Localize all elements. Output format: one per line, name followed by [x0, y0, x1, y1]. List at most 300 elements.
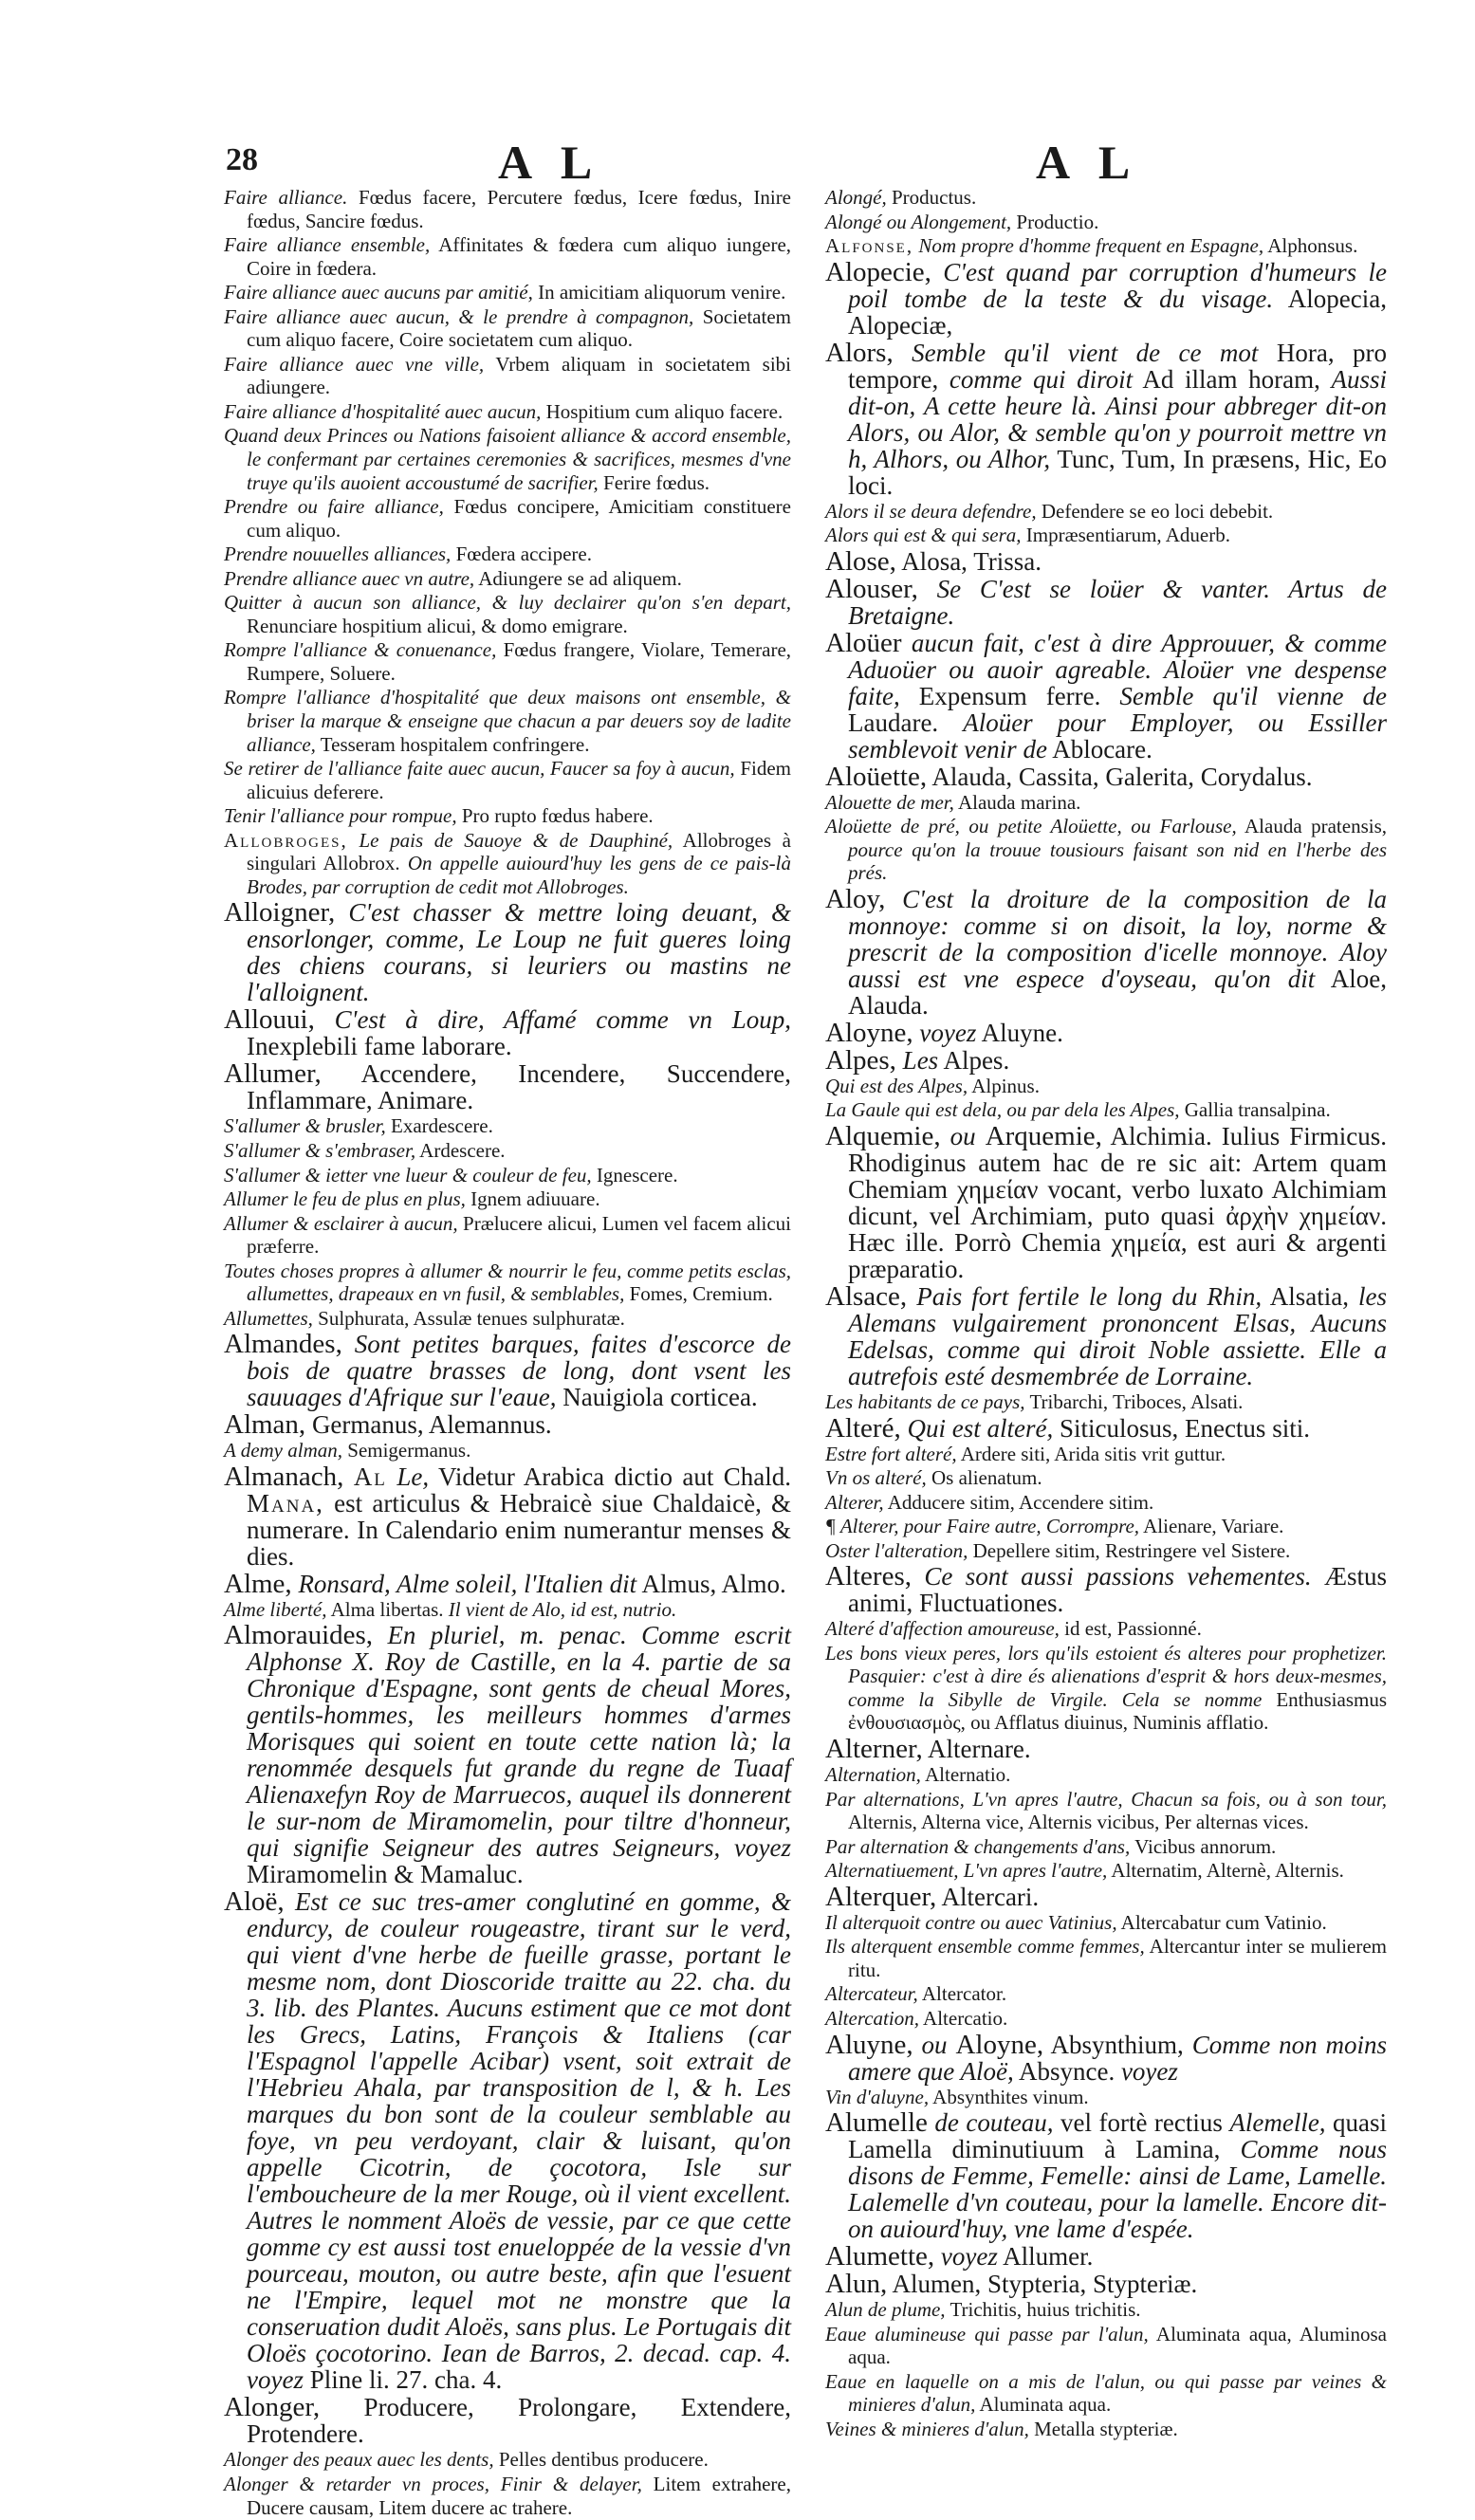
entry-latin-text: Alosa, Trissa. — [901, 546, 1042, 576]
dictionary-entry — [825, 1642, 1387, 1735]
entry-latin-text: Litem extrahere, Ducere causam, Litem ducere ac trahere. — [247, 2472, 791, 2519]
entry-french-text: Toutes choses propres à allumer & nourrir le feu, comme petits esclas, allumettes, drapeaux en vn fusil, & semblables, — [224, 1259, 791, 1306]
entry-french-text: Se — [936, 574, 962, 603]
entry-french-text: aucun fait, c'est à dire Approuuer, & comme Aduoüer ou auoir agreable. Aloüer vne despense faite, — [848, 628, 1387, 710]
entry-french-text: Estre fort alteré, — [825, 1442, 957, 1465]
dictionary-entry — [224, 1463, 791, 1570]
entry-french-text: Pais fort fertile le long du Rhin, — [916, 1282, 1263, 1312]
entry-headword: Alman, — [224, 1409, 306, 1441]
dictionary-entry — [825, 2298, 1387, 2322]
entry-french-text: Prendre ou faire alliance, — [224, 495, 444, 519]
entry-headword: Alpes, — [825, 1044, 896, 1076]
dictionary-entry — [825, 1881, 1387, 1912]
entry-french-text: voyez — [919, 1018, 977, 1047]
entry-latin-text: Nauigiola corticea. — [562, 1383, 758, 1412]
entry-latin-text: Alienare, Variare. — [1143, 1515, 1284, 1538]
entry-latin-text: Almo. — [721, 1569, 786, 1598]
entry-headword: Alme, — [224, 1568, 292, 1599]
dictionary-entry — [224, 186, 791, 232]
dictionary-entry — [224, 686, 791, 756]
dictionary-entry — [224, 1307, 791, 1331]
entry-french-text: voyez — [940, 2242, 998, 2272]
entry-latin-text: Aluminata aqua, Aluminosa aqua. — [848, 2322, 1388, 2369]
dictionary-entry — [224, 1060, 791, 1113]
entry-latin-text: Gallia transalpina. — [1184, 1098, 1331, 1122]
dictionary-entry — [224, 400, 791, 424]
dictionary-entry — [224, 1260, 791, 1306]
entry-headword: Aloüer — [825, 627, 902, 658]
entry-french-text: A demy alman, — [224, 1439, 343, 1462]
dictionary-entry — [224, 1114, 791, 1138]
entry-french-text: Alongé, — [825, 186, 887, 209]
entry-french-text: Alonger des peaux auec les dents, — [224, 2448, 494, 2472]
dictionary-entry — [224, 1598, 791, 1622]
right-column — [825, 186, 1387, 2441]
dictionary-entry — [825, 2370, 1387, 2417]
entry-french-text: ou — [950, 1122, 976, 1151]
entry-french-text: C'est se loüer & vanter. Artus de Bretaigne. — [848, 574, 1388, 630]
dictionary-entry — [825, 1390, 1387, 1414]
entry-headword: Allumer, — [224, 1058, 322, 1090]
entry-french-text: Il alterquoit contre ou auec Vatinius, — [825, 1910, 1117, 1934]
entry-french-text: Faire alliance d'hospitalité auec aucun, — [224, 399, 542, 423]
entry-latin-text: Altercari. — [941, 1882, 1040, 1911]
entry-french-text: Comme non moins amere que Aloë, — [848, 2030, 1388, 2086]
entry-smallcaps-term: Al — [353, 1462, 387, 1491]
entry-latin-text: Impræsentiarum, Aduerb. — [1025, 524, 1230, 547]
entry-latin-text: Altercantur inter se mulierem ritu. — [848, 1935, 1388, 1981]
entry-latin-text: Altercator. — [921, 1982, 1007, 2006]
entry-french-text: S'allumer & brusler, — [224, 1114, 386, 1138]
entry-smallcaps-term: Mana, — [247, 1488, 324, 1518]
dictionary-entry — [825, 1283, 1387, 1389]
entry-headword: Alloigner, — [224, 897, 336, 929]
entry-french-text: voyez — [1120, 2056, 1178, 2086]
entry-french-text: Alors qui est & qui sera, — [825, 524, 1022, 547]
dictionary-entry — [224, 543, 791, 566]
entry-headword: Almorauides, — [224, 1620, 374, 1651]
entry-french-text: Alors il se deura defendre, — [825, 499, 1037, 523]
entry-latin-text: Affinitates & fœdera cum aliquo iungere, Coire in fœdera. — [247, 233, 792, 280]
entry-latin-text: Ignem adiuuare. — [470, 1187, 600, 1211]
entry-latin-text: Allumer. — [1003, 2242, 1094, 2272]
dictionary-entry — [224, 804, 791, 828]
dictionary-entry — [224, 1006, 791, 1059]
entry-latin-text: Altercabatur cum Vatinio. — [1120, 1910, 1327, 1934]
dictionary-entry — [825, 256, 1387, 340]
entry-french-text: Le, — [396, 1462, 430, 1491]
entry-french-text: Par alternations, L'vn apres l'autre, Chacun sa fois, ou à son tour, — [825, 1787, 1387, 1811]
dictionary-entry — [224, 1164, 791, 1187]
entry-latin-text: Absynthium, — [1050, 2030, 1184, 2059]
entry-headword: Alteres, — [825, 1561, 912, 1592]
entry-french-text: Aloüer pour Employer, ou Essiller semblevoit venir de — [848, 708, 1387, 763]
dictionary-entry — [825, 1491, 1387, 1515]
entry-french-text: Alternatiuement, L'vn apres l'autre, — [825, 1859, 1108, 1883]
entry-headword: Aluyne, — [825, 2029, 913, 2060]
dictionary-entry — [224, 591, 791, 637]
entry-latin-text: Sulphurata, Assulæ tenues sulphuratæ. — [318, 1306, 625, 1330]
entry-latin-text: Enthusiasmus ἐνθουσιασμὸς, ou Afflatus diuinus, Numinis afflatio. — [848, 1687, 1387, 1735]
entry-french-text: Rompre l'alliance d'hospitalité que deux maisons ont ensemble, & briser la marque & enseigne que chacun a par deuers soy de ladite alliance, — [224, 686, 791, 756]
entry-french-text: Alouette de mer, — [825, 790, 954, 814]
entry-headword: Almandes, — [224, 1329, 342, 1360]
entry-latin-text: Hospitium cum aliquo facere. — [545, 399, 784, 423]
dictionary-entry — [825, 1935, 1387, 1981]
entry-latin-text: Fœdus facere, Percutere fœdus, Icere fœdus, Inire fœdus, Sancire fœdus. — [247, 186, 792, 232]
dictionary-entry — [825, 1412, 1387, 1444]
entry-french-text: Alemelle, — [1229, 2108, 1326, 2138]
entry-latin-text: Ablocare. — [1052, 734, 1152, 763]
entry-french-text: Qui est alteré, — [907, 1413, 1054, 1443]
dictionary-entry — [224, 424, 791, 494]
entry-headword: Aloy, — [825, 883, 886, 914]
entry-latin-text: Siticulosus, Enectus siti. — [1059, 1413, 1310, 1443]
entry-headword: Aloüette, — [825, 761, 928, 792]
entry-french-text: Alteré d'affection amoureuse, — [825, 1617, 1060, 1641]
entry-french-text: Qui est des Alpes, — [825, 1074, 968, 1097]
entry-latin-text: Altercatio. — [923, 2006, 1008, 2030]
entry-latin-text: Allobroges à singulari Allobrox. — [247, 828, 791, 875]
entry-smallcaps-term: Alfonse, — [825, 234, 914, 258]
entry-french-text: Quand deux Princes ou Nations faisoient alliance & accord ensemble, le confermant par certaines ceremonies & sacrifices, mesmes d'vne truye qu'ils auoient accoustumé de sacrifier, — [224, 424, 791, 494]
entry-latin-text: Adiungere se ad aliquem. — [478, 566, 682, 590]
entry-latin-text: Vrbem aliquam in societatem sibi adiungere. — [247, 352, 792, 399]
dictionary-entry — [825, 2243, 1387, 2270]
dictionary-entry — [825, 883, 1388, 1020]
entry-latin-text: Productus. — [891, 186, 977, 209]
entry-french-text: Altercateur, — [825, 1982, 918, 2006]
entry-french-text: C'est quand par corruption d'humeurs le poil tombe de la teste & du visage. — [848, 257, 1387, 313]
entry-french-text: Quitter à aucun son alliance, & luy declairer qu'on s'en depart, — [224, 591, 791, 615]
entry-latin-text: Absynce. — [1018, 2056, 1115, 2086]
page-number: 28 — [226, 142, 258, 177]
entry-latin-text: Inexplebili fame laborare. — [247, 1032, 512, 1061]
entry-french-text: Veines & minieres d'alun, — [825, 2417, 1029, 2440]
entry-latin-text: Renunciare hospitium alicui, & domo emigrare. — [247, 614, 628, 637]
entry-latin-text: Alternatim, Alternè, Alternis. — [1111, 1859, 1344, 1883]
entry-headword: Alteré, — [825, 1412, 901, 1444]
entry-latin-text: Alopecia, Alopeciæ, — [848, 284, 1387, 340]
entry-french-text: Alternation, — [825, 1763, 921, 1787]
dictionary-entry — [224, 1888, 791, 2393]
dictionary-entry — [825, 2007, 1387, 2031]
entry-french-text: Allumettes, — [224, 1306, 313, 1330]
entry-headword: Alumelle — [825, 2107, 928, 2139]
entry-french-text: Alonger & retarder vn proces, Finir & delayer, — [224, 2472, 642, 2495]
entry-french-text: Oster l'alteration, — [825, 1538, 968, 1562]
dictionary-entry — [825, 186, 1387, 210]
entry-latin-text: quasi Lamella diminutiuum à Lamina, — [848, 2108, 1388, 2164]
entry-french-text: Prendre alliance auec vn autre, — [224, 566, 475, 590]
entry-latin-text: Fomes, Cremium. — [629, 1282, 773, 1306]
entry-french-text: Comme nous disons de Femme, Femelle: ainsi de Lame, Lamelle. Lalemelle d'vn couteau, pour la lamelle. Encore dit-on auiourd'huy, vne lame d'espée. — [848, 2135, 1388, 2244]
entry-french-text: ou — [921, 2030, 948, 2059]
dictionary-entry — [825, 337, 1388, 500]
entry-headword: Alumette, — [825, 2241, 935, 2272]
dictionary-entry — [224, 829, 791, 899]
dictionary-entry — [825, 1098, 1387, 1122]
entry-latin-text: Fidem alicuius deferere. — [247, 757, 791, 803]
entry-latin-text: Exardescere. — [391, 1114, 493, 1138]
dictionary-entry — [224, 2394, 791, 2447]
dictionary-entry — [224, 899, 791, 1005]
entry-french-text: Est ce suc tres-amer conglutiné en gomme, & endurcy, de couleur rougeastre, tirant sur le verd, qui vient d'vne herbe de fueille grasse, portant le mesme nom, dont Dioscoride traitte au 22. cha. du 3. lib. des Plantes. Aucuns estiment que ce mot dont les Grecs, Latins, François & Italiens (car l'Espagnol l'appelle Acibar) vsent, soit extrait de l'Hebrieu Ahala, par transposition de l, & h. Les marques du bon sont de la couleur semblable au foye, vn peu verdoyant, clair & luisant, qu'on appelle Cicotrin, de çocotora, Isle sur l'emboucheure de la mer Rouge, où il vient excellent. Autres le nomment Aloës de vessie, par ce que cette gomme cy est aussi tost enueloppée de la vessie d'vn pourceau, mouton, ou autre beste, afin que l'esuent ne l'Empire, lequel mot ne monstre que la conseruation dudit Aloës, sans plus. Le Portugais dit Oloës çocotorino. Iean de Barros, 2. decad. cap. 4. voyez — [247, 1887, 791, 2395]
entry-french-text: Vn os alteré, — [825, 1466, 927, 1490]
entry-latin-text: Tribarchi, Triboces, Alsati. — [1029, 1390, 1244, 1414]
dictionary-entry — [825, 1788, 1387, 1834]
entry-french-text: Les bons vieux peres, lors qu'ils estoient és alteres pour prophetizer. Pasquier: c'est à dire és alienations d'esprit & hors deux-mesmes, comme la Sibylle de Virgile. Cela se nomme — [825, 1641, 1387, 1711]
entry-latin-text: Alphonsus. — [1267, 234, 1358, 258]
running-head-right: A L — [1036, 136, 1140, 189]
dictionary-entry — [825, 500, 1387, 524]
entry-latin-text: id est, Passionné. — [1064, 1617, 1202, 1641]
entry-latin-text: Trichitis, huius trichitis. — [950, 2298, 1141, 2322]
entry-latin-text: Tunc, Tum, In præsens, Hic, Eo loci. — [848, 444, 1387, 500]
entry-latin-text: Prælucere alicui, Lumen vel facem alicui præferre. — [247, 1211, 792, 1259]
running-head-left: A L — [498, 136, 602, 189]
entry-latin-text: Alsatia, — [1269, 1282, 1349, 1312]
dictionary-entry — [224, 2448, 791, 2472]
entry-latin-text: Pro rupto fœdus habere. — [461, 804, 654, 828]
entry-french-text: La Gaule qui est dela, ou par dela les Alpes, — [825, 1098, 1180, 1122]
entry-headword: Aloë, — [224, 1886, 285, 1918]
dictionary-entry — [825, 1763, 1387, 1787]
entry-latin-text: Æstus animi, Fluctuationes. — [848, 1562, 1387, 1618]
entry-french-text: Rompre l'alliance & conuenance, — [224, 638, 497, 662]
entry-french-text: pource qu'on la trouue tousiours faisant son nid en l'herbe des prés. — [848, 837, 1387, 885]
dictionary-entry — [224, 305, 791, 352]
entry-french-text: comme qui diroit — [949, 364, 1134, 394]
entry-headword: Allouui, — [224, 1004, 315, 1036]
dictionary-entry — [825, 2418, 1387, 2441]
entry-french-text: Aloüette de pré, ou petite Aloüette, ou Farlouse, — [825, 815, 1237, 838]
entry-latin-text: Videtur Arabica dictio aut Chald. — [437, 1462, 792, 1491]
dictionary-entry — [825, 815, 1387, 885]
entry-latin-text: & — [470, 1488, 490, 1518]
entry-french-text: Aussi dit-on, A cette heure là. Ainsi pour abbreger dit-on Alors, ou Alor, & semble qu'on y pourroit mettre vn h, Alhors, ou Alhor, — [848, 364, 1388, 473]
dictionary-entry — [825, 1515, 1387, 1538]
entry-latin-text: Vicibus annorum. — [1134, 1834, 1277, 1858]
dictionary-entry — [224, 1212, 791, 1259]
entry-latin-text: Alauda, Cassita, Galerita, Corydalus. — [931, 762, 1313, 791]
entry-latin-text: vel fortè rectius — [1060, 2108, 1223, 2138]
dictionary-entry — [825, 573, 1388, 630]
entry-latin-text: Expensum ferre. — [918, 681, 1101, 710]
entry-latin-text: Laudare. — [848, 708, 939, 737]
entry-headword: Alterner, — [825, 1734, 923, 1765]
entry-french-text: Ronsard, Alme soleil, l'Italien dit — [298, 1569, 637, 1598]
dictionary-entry — [825, 1443, 1387, 1466]
entry-french-text: Faire alliance. — [224, 186, 348, 209]
entry-headword: Aloyne, — [825, 1017, 913, 1048]
dictionary-entry — [224, 638, 791, 685]
entry-headword: Alterquer, — [825, 1881, 937, 1912]
entry-french-text: ¶ Alterer, pour Faire autre, Corrompre, — [825, 1515, 1140, 1538]
dictionary-entry — [224, 567, 791, 591]
dictionary-entry — [224, 757, 791, 803]
entry-latin-text: Miramomelin & Mamaluc. — [247, 1860, 524, 1889]
entry-headword: Arquemie, — [985, 1121, 1102, 1152]
entry-latin-text: Germanus, Alemannus. — [311, 1410, 552, 1440]
dictionary-entry — [825, 1539, 1387, 1563]
entry-latin-text: Semigermanus. — [347, 1439, 471, 1462]
entry-headword: Alors, — [825, 337, 894, 368]
entry-french-text: Alme liberté, — [224, 1597, 327, 1621]
dictionary-entry — [224, 353, 791, 399]
entry-headword: Alose, — [825, 545, 896, 577]
dictionary-entry — [224, 281, 791, 304]
entry-latin-text: Fœdera accipere. — [455, 543, 592, 566]
dictionary-entry — [825, 1911, 1387, 1935]
dictionary-entry — [825, 545, 1387, 577]
entry-french-text: C'est à dire, Affamé comme vn Loup, — [334, 1005, 791, 1035]
entry-latin-text: Alternare. — [927, 1735, 1031, 1764]
dictionary-entry — [224, 1331, 791, 1410]
entry-french-text: Les — [902, 1045, 939, 1075]
entry-latin-text: Metalla stypteriæ. — [1034, 2417, 1178, 2440]
entry-latin-text: Os alienatum. — [931, 1466, 1042, 1490]
entry-french-text: Eaue alumineuse qui passe par l'alun, — [825, 2322, 1149, 2345]
entry-french-text: Allumer & esclairer à aucun, — [224, 1211, 458, 1235]
entry-french-text: Se retirer de l'alliance faite auec aucun, Faucer sa foy à aucun, — [224, 757, 735, 781]
entry-french-text: Faire alliance auec aucuns par amitié, — [224, 281, 533, 304]
entry-french-text: C'est la droiture de la composition de la monnoye: comme si on disoit, la loy, norme & prescrit de la composition d'icelle monnoye. Aloy aussi est vne espece d'oyseau, qu'on dit — [848, 884, 1387, 993]
dictionary-entry — [825, 2029, 1388, 2086]
dictionary-entry — [825, 1734, 1387, 1765]
entry-latin-text: Hora, pro tempore, — [848, 338, 1388, 394]
entry-latin-text: Aluyne. — [981, 1018, 1063, 1047]
entry-latin-text: Defendere se eo loci debebit. — [1041, 499, 1274, 523]
entry-french-text: Prendre nouuelles alliances, — [224, 543, 452, 566]
entry-latin-text: Alpinus. — [971, 1074, 1040, 1097]
entry-latin-text: Alchimia. Iulius Firmicus. Rhodiginus autem hac de re sic ait: Artem quam Chemiam χημείαν vocant, verbo luxato Alchimiam dicunt, vel Archimiam, puto quasi ἀρχὴν χημείαν. Hæc ille. Porrò Chemia χημεία, est auri & argenti præparatio. — [848, 1122, 1388, 1284]
dictionary-entry — [224, 1439, 791, 1462]
entry-latin-text: Depellere sitim, Restringere vel Sistere. — [972, 1538, 1291, 1562]
dictionary-entry — [825, 1075, 1387, 1098]
entry-french-text: Allumer le feu de plus en plus, — [224, 1187, 466, 1211]
entry-headword: Alquemie, — [825, 1121, 941, 1152]
entry-latin-text: Absynthites vinum. — [932, 2085, 1089, 2108]
dictionary-entry — [224, 1139, 791, 1163]
entry-latin-text: Ardescere. — [419, 1138, 506, 1162]
dictionary-entry — [825, 763, 1387, 790]
left-column — [224, 186, 791, 2520]
entry-french-text: Eaue en laquelle on a mis de l'alun, ou qui passe par veines & minieres d'alun, — [825, 2369, 1387, 2417]
dictionary-entry — [825, 2323, 1387, 2369]
dictionary-entry — [825, 2086, 1387, 2109]
entry-latin-text: Alpes. — [943, 1045, 1010, 1075]
entry-latin-text: Aluminata aqua. — [979, 2393, 1112, 2417]
dictionary-entry — [825, 1563, 1387, 1616]
dictionary-entry — [825, 524, 1387, 547]
entry-french-text: Il vient de Alo, id est, nutrio. — [448, 1597, 677, 1621]
dictionary-entry — [825, 1017, 1387, 1048]
entry-latin-text: Ferire fœdus. — [603, 470, 710, 494]
entry-french-text: S'allumer & ietter vne lueur & couleur de feu, — [224, 1163, 592, 1186]
entry-latin-text: Almus, — [641, 1569, 717, 1598]
entry-french-text: Semble qu'il vienne de — [1119, 681, 1387, 710]
entry-latin-text: Pline li. 27. cha. 4. — [309, 2365, 503, 2395]
entry-french-text: S'allumer & s'embraser, — [224, 1138, 416, 1162]
entry-french-text: Le pais de Sauoye & de Dauphiné, — [359, 828, 673, 852]
entry-headword: Alonger, — [224, 2392, 321, 2423]
entry-french-text: C'est chasser & mettre loing deuant, & ensorlonger, comme, Le Loup ne fuit gueres loing des chiens courans, si leuriers ou mastins ne l'alloignent. — [247, 898, 792, 1007]
dictionary-entry — [825, 2269, 1387, 2300]
dictionary-entry — [224, 1568, 791, 1599]
entry-french-text: Semble qu'il vient de ce mot — [912, 338, 1259, 367]
dictionary-entry — [825, 211, 1387, 234]
dictionary-entry — [224, 233, 791, 280]
entry-headword: Alouser, — [825, 573, 918, 604]
entry-french-text: Les habitants de ce pays, — [825, 1390, 1025, 1414]
entry-headword: Alsace, — [825, 1281, 908, 1313]
entry-french-text: Faire alliance auec vne ville, — [224, 352, 485, 376]
entry-latin-text: Ad illam horam, — [1142, 364, 1320, 394]
dictionary-entry — [825, 1982, 1387, 2006]
dictionary-entry — [825, 1044, 1387, 1076]
dictionary-entry — [224, 1409, 791, 1441]
entry-latin-text: Hebraicè siue Chaldaicè, & numerare. In Calendario enim numerantur menses & dies. — [247, 1488, 792, 1571]
entry-latin-text: Alternatio. — [925, 1763, 1011, 1787]
dictionary-entry — [825, 1617, 1387, 1641]
entry-headword: Alun, — [825, 2269, 888, 2300]
entry-latin-text: Alternis, Alterna vice, Alternis vicibus, Per alternas vices. — [848, 1811, 1309, 1834]
entry-french-text: On appelle auiourd'huy les gens de ce pais-là Brodes, par corruption de cedit mot Allobroges. — [247, 852, 791, 898]
entry-french-text: Vin d'aluyne, — [825, 2085, 930, 2108]
entry-latin-text: Ignescere. — [596, 1163, 678, 1186]
entry-french-text: Alun de plume, — [825, 2298, 946, 2322]
dictionary-entry — [825, 234, 1387, 258]
entry-headword: Alopecie, — [825, 256, 931, 287]
entry-latin-text: Productio. — [1016, 210, 1099, 233]
dictionary-entry — [825, 1859, 1387, 1883]
entry-french-text: Ce sont aussi passions vehementes. — [924, 1562, 1312, 1591]
entry-french-text: Altercation, — [825, 2006, 919, 2030]
entry-latin-text: Adducere sitim, Accendere sitim. — [887, 1490, 1154, 1514]
entry-latin-text: In amicitiam aliquorum venire. — [538, 281, 786, 304]
entry-headword: Aloyne, — [955, 2029, 1044, 2060]
entry-latin-text: Accendere, Incendere, Succendere, Inflammare, Animare. — [247, 1059, 791, 1115]
dictionary-entry — [825, 627, 1387, 763]
entry-french-text: En pluriel, m. penac. Comme escrit Alphonse X. Roy de Castille, en la 4. partie de sa Chronique d'Espagne, sont gents de cheual Mores, gentils-hommes, les meilleurs hommes d'armes Morisques qui soient en toute cette nation là; la renommée desquels fut grande du regne de Tuaaf Alienaxefyn Roy de Marruecos, auquel ils donnerent le sur-nom de Miramomelin, pour tiltre d'honneur, qui signifie Seigneur des autres Seigneurs, voyez — [247, 1621, 791, 1863]
entry-latin-text: Producere, Prolongare, Extendere, Protendere. — [247, 2393, 791, 2449]
entry-french-text: Sont petites barques, faites d'escorce de bois de quatre brasses de long, dont vsent les sauuages d'Afrique sur l'eaue, — [247, 1330, 791, 1412]
entry-latin-text: Ardere siti, Arida sitis vrit guttur. — [960, 1442, 1226, 1465]
entry-french-text: Faire alliance ensemble, — [224, 233, 431, 257]
entry-latin-text: Tesseram hospitalem confringere. — [320, 732, 590, 756]
entry-latin-text: Pelles dentibus producere. — [498, 2448, 709, 2472]
entry-latin-text: est articulus — [334, 1488, 461, 1518]
entry-french-text: Alongé ou Alongement, — [825, 210, 1012, 233]
entry-french-text: Alterer, — [825, 1490, 884, 1514]
entry-latin-text: Alma libertas. — [330, 1597, 444, 1621]
entry-smallcaps-term: Allobroges, — [224, 828, 348, 852]
entry-french-text: Nom propre d'homme frequent en Espagne, — [918, 234, 1264, 258]
dictionary-entry — [825, 1835, 1387, 1859]
entry-french-text: Par alternation & changements d'ans, — [825, 1834, 1131, 1858]
entry-french-text: de couteau, — [934, 2108, 1054, 2138]
dictionary-entry — [825, 791, 1387, 815]
dictionary-entry — [825, 1466, 1387, 1490]
entry-latin-text: Aloe, Alauda. — [848, 964, 1388, 1020]
entry-latin-text: Fœdus concipere, Amicitiam constituere cum aliquo. — [247, 495, 791, 542]
entry-french-text: les Alemans vulgairement prononcent Elsas, Aucuns Edelsas, comme qui diroit Noble assiette. Elle a autrefois esté desmembrée de Lorraine. — [848, 1282, 1388, 1391]
entry-latin-text: Alauda marina. — [957, 790, 1081, 814]
entry-french-text: Ils alterquent ensemble comme femmes, — [825, 1935, 1145, 1959]
dictionary-entry — [224, 2473, 791, 2519]
entry-french-text: Tenir l'alliance pour rompue, — [224, 804, 457, 828]
